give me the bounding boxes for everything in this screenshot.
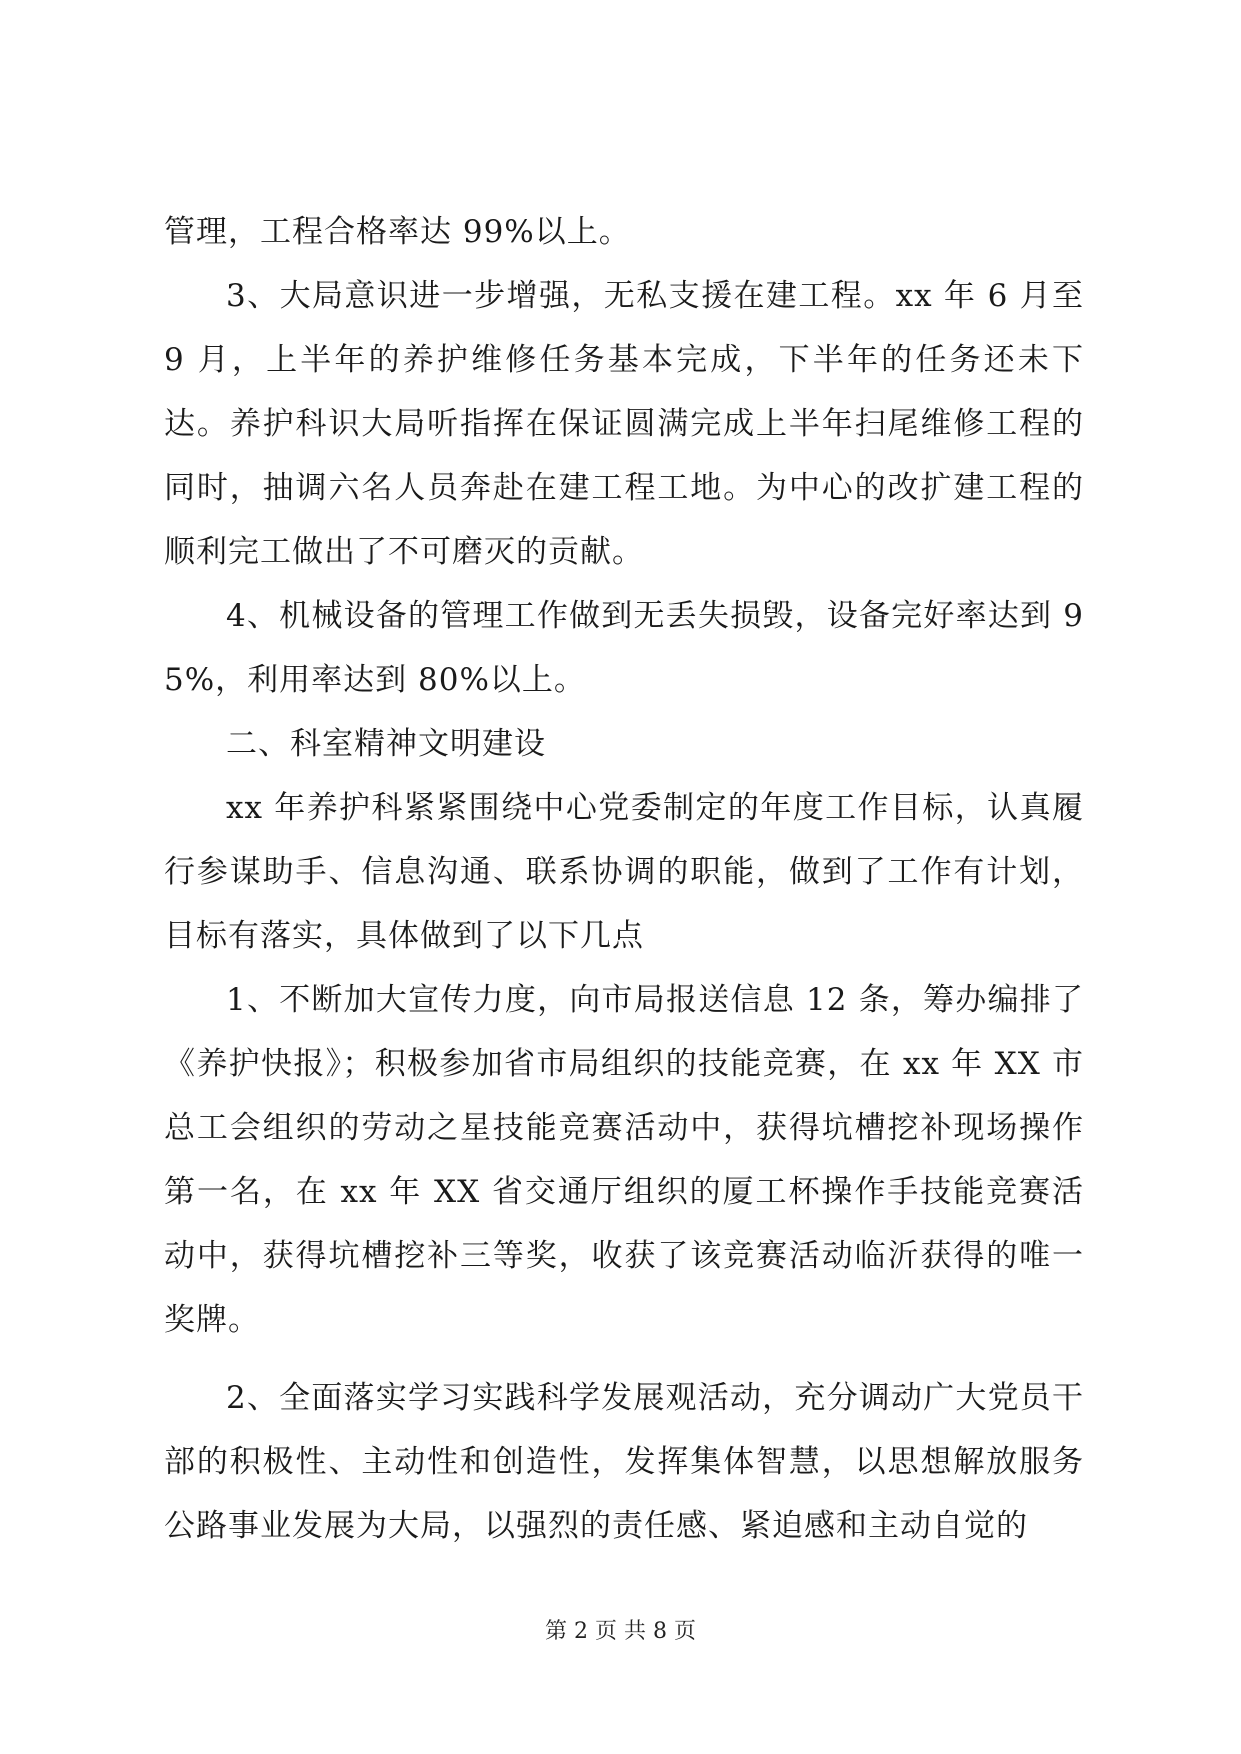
document-body xyxy=(164,200,1084,1558)
paragraph-continuation: 管理，工程合格率达 99%以上。 xyxy=(164,214,631,250)
paragraph-point-1: 1、不断加大宣传力度，向市局报送信息 12 条，筹办编排了《养护快报》；积极参加省市局组织的技能竞赛，在 xx 年 XX 市总工会组织的劳动之星技能竞赛活动中，获得坑槽挖补现场操作第一名，在 xx 年 XX 省交通厅组织的厦工杯操作手技能竞赛活动中，获得坑槽挖补三等奖，收获了该竞赛活动临沂获得的唯一奖牌。 xyxy=(164,982,1084,1338)
page-footer: 第 2 页 共 8 页 xyxy=(545,1619,696,1644)
paragraph-intro: xx 年养护科紧紧围绕中心党委制定的年度工作目标，认真履行参谋助手、信息沟通、联系协调的职能，做到了工作有计划，目标有落实，具体做到了以下几点 xyxy=(164,790,1084,954)
paragraph-item-4: 4、机械设备的管理工作做到无丢失损毁，设备完好率达到 95%，利用率达到 80%以上。 xyxy=(164,598,1084,698)
section-heading: 二、科室精神文明建设 xyxy=(226,726,546,762)
paragraph-item-3: 3、大局意识进一步增强，无私支援在建工程。xx 年 6 月至 9 月，上半年的养护维修任务基本完成，下半年的任务还未下达。养护科识大局听指挥在保证圆满完成上半年扫尾维修工程的同时，抽调六名人员奔赴在建工程工地。为中心的改扩建工程的顺利完工做出了不可磨灭的贡献。 xyxy=(164,278,1084,570)
paragraph-point-2: 2、全面落实学习实践科学发展观活动，充分调动广大党员干部的积极性、主动性和创造性，发挥集体智慧，以思想解放服务公路事业发展为大局，以强烈的责任感、紧迫感和主动自觉的 xyxy=(164,1380,1084,1544)
